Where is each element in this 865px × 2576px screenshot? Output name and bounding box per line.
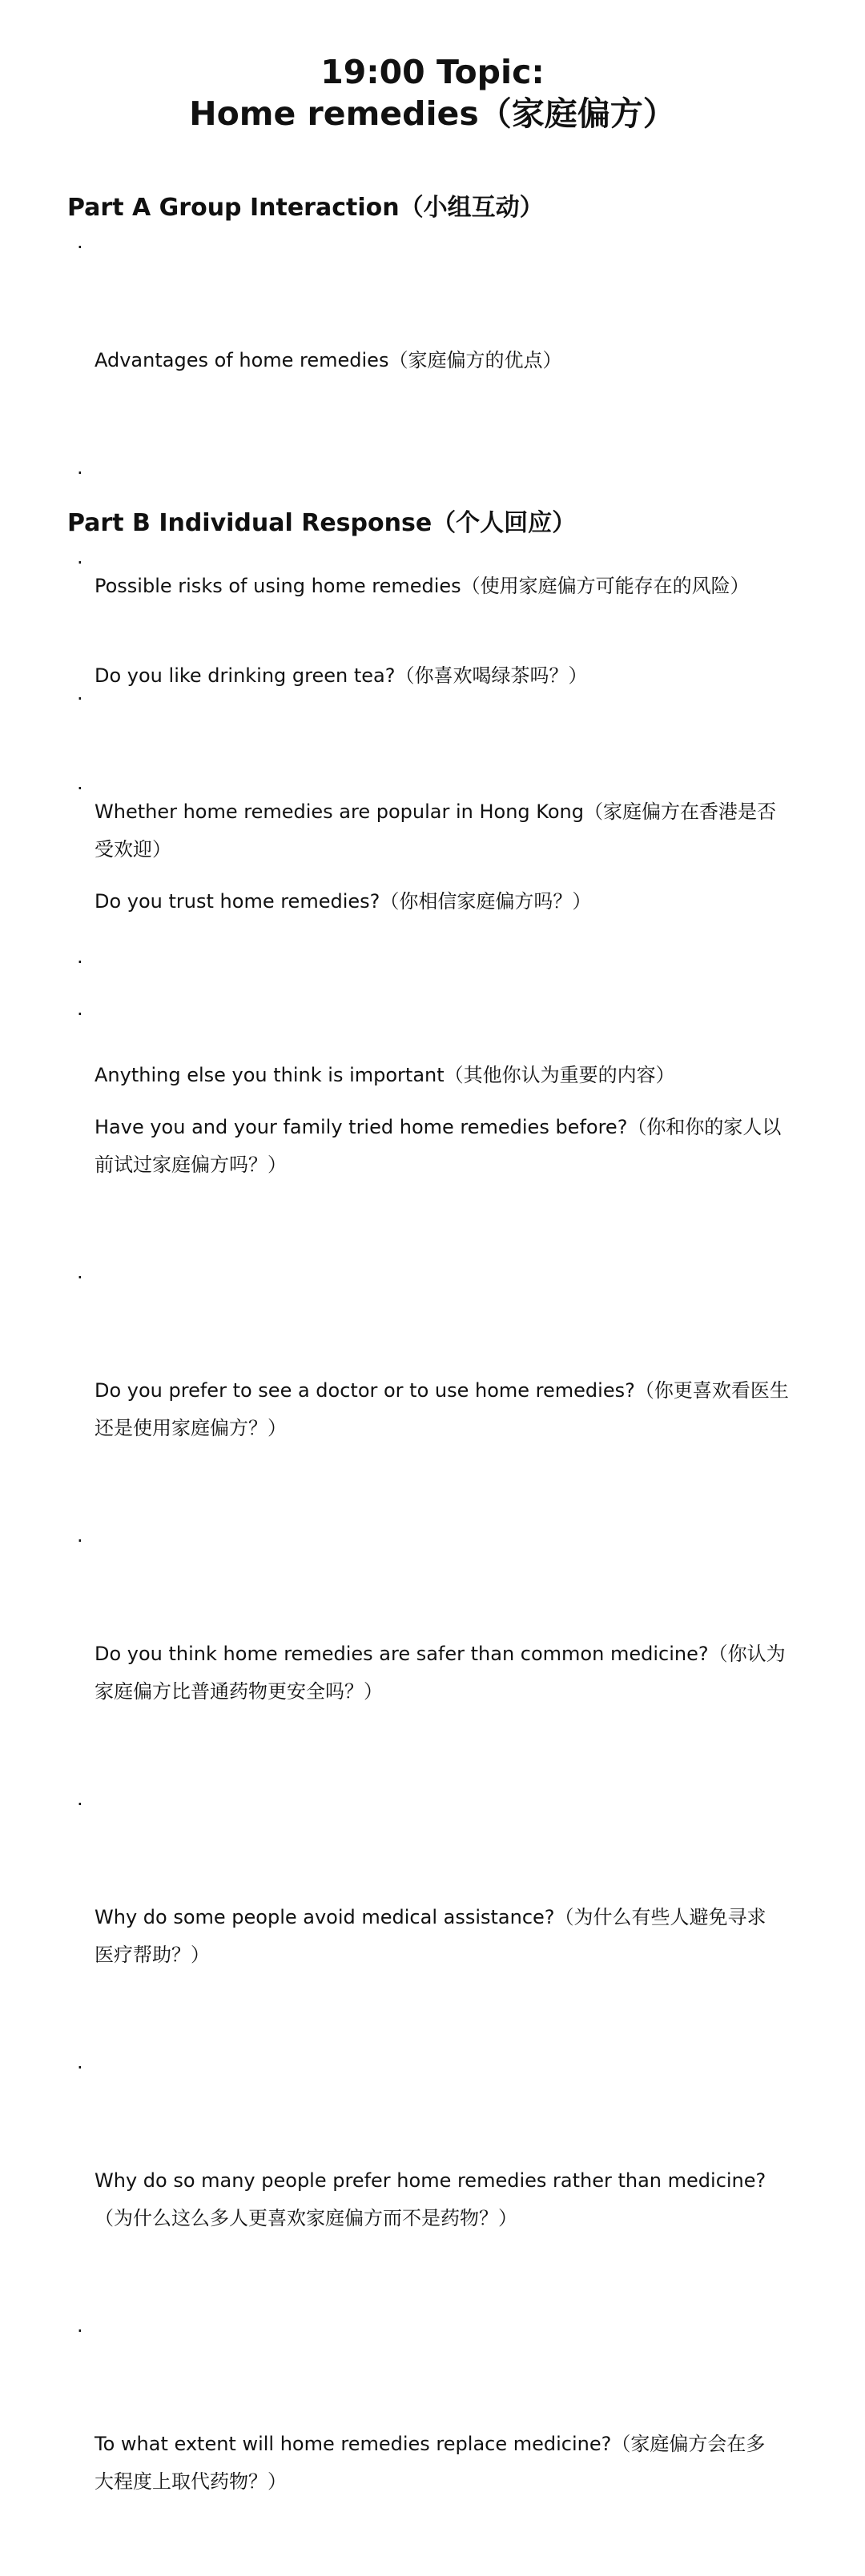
bullet-dot: ·: [77, 1266, 83, 1289]
list-item: [67, 229, 820, 455]
bullet-dot: ·: [77, 552, 83, 574]
title-topic-name: Home remedies（家庭偏方）: [189, 94, 676, 133]
part-a-heading: Part A Group Interaction（小组互动）: [67, 194, 544, 222]
title-time-topic: 19:00 Topic:: [320, 53, 545, 91]
list-item-text: Do you prefer to see a doctor or to use home remedies?（你更喜欢看医生 还是使用家庭偏方？）: [95, 1379, 789, 1439]
list-item-text: Advantages of home remedies（家庭偏方的优点）: [95, 349, 562, 371]
list-item-text: Why do so many people prefer home remedies rather than medicine? （为什么这么多人更喜欢家庭偏方而不是药物？）: [95, 2169, 766, 2229]
list-item: [67, 2049, 820, 2313]
list-item: [67, 770, 820, 996]
bullet-dot: ·: [77, 1003, 83, 1025]
bullet-dot: ·: [77, 1793, 83, 1816]
bullet-dot: ·: [77, 688, 83, 710]
list-item: [67, 544, 820, 770]
bullet-dot: ·: [77, 1530, 83, 1552]
list-item-text: Do you like drinking green tea?（你喜欢喝绿茶吗？）: [95, 664, 588, 687]
bullet-dot: ·: [77, 462, 83, 484]
list-item-text: Why do some people avoid medical assistance?（为什么有些人避免寻求 医疗帮助？）: [95, 1906, 766, 1966]
list-item-text: Whether home remedies are popular in Hong Kong（家庭偏方在香港是否 受欢迎）: [95, 800, 776, 861]
list-item: [67, 1523, 820, 1786]
list-item-text: Have you and your family tried home remedies before?（你和你的家人以 前试过家庭偏方吗？）: [95, 1116, 782, 1176]
bullet-dot: ·: [77, 2320, 83, 2342]
list-item-text: Possible risks of using home remedies（使用家庭偏方可能存在的风险）: [95, 575, 750, 597]
part-b-section: [67, 506, 820, 2576]
list-item-text: Anything else you think is important（其他你认为重要的内容）: [95, 1064, 675, 1086]
list-item: [67, 2313, 820, 2576]
bullet-dot: ·: [77, 777, 83, 800]
bullet-dot: ·: [77, 951, 83, 973]
list-item-text: Do you think home remedies are safer than common medicine?（你认为 家庭偏方比普通药物更安全吗？）: [95, 1643, 786, 1703]
bullet-dot: ·: [77, 2056, 83, 2079]
page-title: [0, 51, 865, 134]
list-item: [67, 1786, 820, 2049]
list-item: [67, 1259, 820, 1523]
part-b-heading: Part B Individual Response（个人回应）: [67, 509, 577, 537]
bullet-dot: ·: [77, 236, 83, 259]
part-b-list: [67, 544, 820, 2576]
list-item: [67, 996, 820, 1259]
list-item-text: To what extent will home remedies replace medicine?（家庭偏方会在多 大程度上取代药物？）: [95, 2433, 766, 2493]
list-item-text: Do you trust home remedies?（你相信家庭偏方吗？）: [95, 890, 592, 913]
